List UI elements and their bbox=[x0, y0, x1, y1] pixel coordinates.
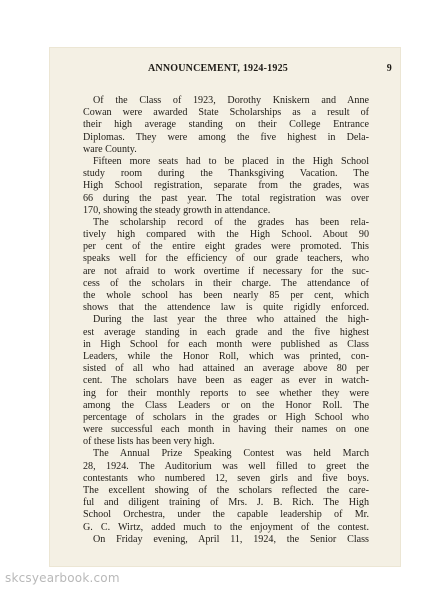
text-line: per cent of the entire eight grades were promoted. This bbox=[83, 241, 369, 253]
text-line: cess of the scholars in their charge. The attendance of bbox=[83, 277, 369, 289]
text-line: Of the Class of 1923, Dorothy Kniskern and Anne bbox=[93, 95, 369, 106]
text-line: were successful each month in having their names on one bbox=[83, 424, 369, 436]
text-line: cent. The scholars have been as eager as ever in watch- bbox=[83, 375, 369, 387]
text-line: High School registration, separate from the grades, was bbox=[83, 180, 369, 192]
document-page bbox=[50, 48, 400, 566]
text-line: est average standing in each grade and the five highest bbox=[83, 326, 369, 338]
text-line: tively high compared with the High School. About 90 bbox=[83, 229, 369, 241]
text-line: 66 during the past year. The total registration was over bbox=[83, 192, 369, 204]
text-line: ful and diligent training of Mrs. J. B. Rich. The High bbox=[83, 497, 369, 509]
text-line: speaks well for the efficiency of our grade teachers, who bbox=[83, 253, 369, 265]
text-line: in High School for each month were published as Class bbox=[83, 338, 369, 350]
text-line: ing for their monthly reports to see whether they were bbox=[83, 387, 369, 399]
text-line: 170, showing the steady growth in attendance. bbox=[83, 204, 271, 216]
text-line: Leaders, while the Honor Roll, which was printed, con- bbox=[83, 350, 369, 362]
text-line: shows that the attendence law is quite rigidly enforced. bbox=[83, 302, 369, 314]
text-line: percentage of scholars in the grades or High School who bbox=[83, 411, 369, 423]
text-line: ware County. bbox=[83, 143, 137, 155]
text-line: their high average standing on their College Entrance bbox=[83, 119, 369, 131]
text-line: School Orchestra, under the capable leadership of Mr. bbox=[83, 509, 369, 521]
page-number: 9 bbox=[386, 63, 392, 74]
text-line: study room during the Thanksgiving Vacation. The bbox=[83, 168, 369, 180]
text-line: The excellent showing of the scholars reflected the care- bbox=[83, 485, 369, 496]
text-line: among the Class Leaders or on the Honor Roll. The bbox=[83, 399, 369, 411]
text-line: of these lists has been very high. bbox=[83, 436, 215, 448]
text-line: The Annual Prize Speaking Contest was held March bbox=[93, 448, 369, 460]
text-line: The scholarship record of the grades has been rela- bbox=[93, 216, 369, 228]
body-text bbox=[83, 95, 369, 546]
text-line: Fifteen more seats had to be placed in the High School bbox=[93, 155, 369, 167]
text-line: On Friday evening, April 11, 1924, the Senior Class bbox=[93, 533, 369, 545]
text-line: 28, 1924. The Auditorium was well filled to greet the bbox=[83, 460, 369, 472]
text-line: Diplomas. They were among the five highest in Dela- bbox=[83, 131, 369, 143]
site-watermark: skcsyearbook.com bbox=[5, 571, 120, 585]
text-line: G. C. Wirtz, added much to the enjoyment of the contest. bbox=[83, 521, 369, 533]
header-title: ANNOUNCEMENT, 1924-1925 bbox=[148, 63, 288, 74]
text-line: sisted of all who had attained an average above 80 per bbox=[83, 363, 369, 375]
text-line: During the last year the three who attained the high- bbox=[93, 314, 369, 326]
text-line: contestants who numbered 12, seven girls and five boys. bbox=[83, 472, 369, 484]
text-line: the whole school has been nearly 85 per cent, which bbox=[83, 290, 369, 301]
text-line: are not afraid to work overtime if necessary for the suc- bbox=[83, 265, 369, 277]
text-line: Cowan were awarded State Scholarships as a result of bbox=[83, 107, 369, 119]
